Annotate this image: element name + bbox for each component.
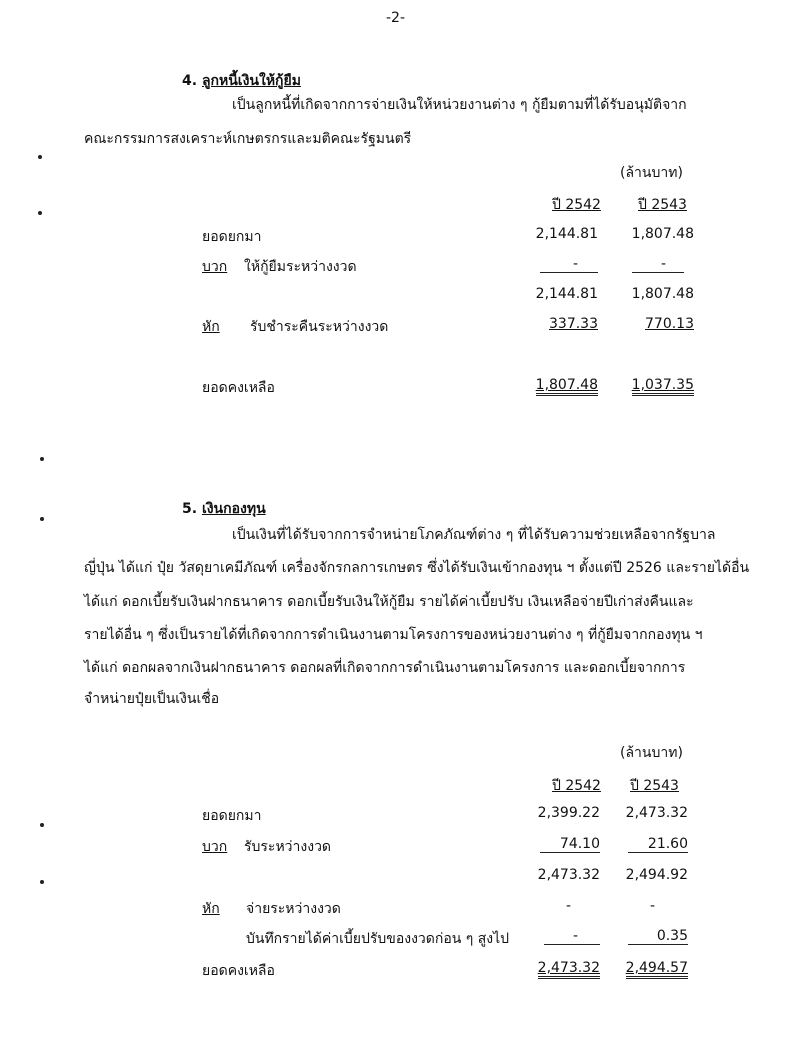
table-cell-2543: 0.35	[628, 928, 688, 945]
table-cell-2543: 1,807.48	[631, 286, 694, 302]
section5-unit: (ล้านบาท)	[620, 745, 683, 761]
table-cell-2543: 1,037.35	[596, 377, 694, 393]
table-row-label: จ่ายระหว่างงวด	[246, 901, 341, 917]
scan-dot	[38, 211, 42, 215]
table-cell-2542: 2,144.81	[535, 286, 598, 302]
table-cell-2543: -	[650, 898, 656, 914]
table-cell-2543: 2,494.57	[590, 960, 688, 976]
section5-number: 5.	[182, 501, 198, 517]
table-row-label: ยอดคงเหลือ	[202, 963, 275, 979]
table-row-label: บันทึกรายได้ค่าเบี้ยปรับของงวดก่อน ๆ สูงไป	[246, 931, 510, 947]
table-row-prefix: บวก	[202, 259, 228, 275]
table-row-label: ยอดคงเหลือ	[202, 380, 275, 396]
section5-paragraph-line: เป็นเงินที่ได้รับจากการจำหน่ายโภคภัณฑ์ต่าง ๆ ที่ได้รับความช่วยเหลือจากรัฐบาล	[232, 527, 716, 543]
section4-paragraph-line1: เป็นลูกหนี้ที่เกิดจากการจ่ายเงินให้หน่วยงานต่าง ๆ กู้ยืมตามที่ได้รับอนุมัติจาก	[232, 97, 687, 113]
table-cell-2543: 770.13	[645, 316, 694, 332]
table-row-label: รับชำระคืนระหว่างงวด	[250, 319, 389, 335]
section4-heading	[182, 70, 301, 92]
scan-dot	[40, 517, 44, 521]
table-row-prefix: หัก	[202, 319, 220, 335]
scan-dot	[40, 880, 44, 884]
table-cell-2542: -	[544, 928, 600, 945]
table-cell-2543: -	[632, 256, 684, 273]
table-cell-2542: -	[540, 256, 598, 273]
table-cell-2543: 1,807.48	[631, 226, 694, 242]
section4-col1-header: ปี 2542	[552, 197, 601, 213]
page-number: -2-	[386, 10, 406, 26]
section4-col2-header: ปี 2543	[638, 197, 687, 213]
section4-unit: (ล้านบาท)	[620, 165, 683, 181]
section5-col1-header: ปี 2542	[552, 778, 601, 794]
section4-number: 4.	[182, 73, 198, 89]
table-row-prefix: หัก	[202, 901, 220, 917]
section5-paragraph-line: ได้แก่ ดอกผลจากเงินฝากธนาคาร ดอกผลที่เกิดจากการดำเนินงานตามโครงการ และดอกเบี้ยจากการ	[84, 660, 686, 676]
section4-paragraph-line2: คณะกรรมการสงเคราะห์เกษตรกรและมติคณะรัฐมนตรี	[84, 131, 412, 147]
table-cell-2542: -	[566, 898, 572, 914]
table-cell-2542: 2,144.81	[535, 226, 598, 242]
section5-heading	[182, 498, 266, 520]
scan-dot	[38, 155, 42, 159]
table-cell-2542: 2,473.32	[500, 960, 600, 976]
table-cell-2542: 74.10	[540, 836, 600, 853]
scan-dot	[40, 823, 44, 827]
table-row-label: ยอดยกมา	[202, 808, 262, 824]
section5-col2-header: ปี 2543	[630, 778, 679, 794]
section5-paragraph-line: รายได้อื่น ๆ ซึ่งเป็นรายได้ที่เกิดจากการดำเนินงานตามโครงการของหน่วยงานต่าง ๆ ที่กู้ยืมจากกองทุน ฯ	[84, 627, 703, 643]
section4-title: ลูกหนี้เงินให้กู้ยืม	[201, 73, 301, 89]
table-cell-2542: 2,473.32	[537, 867, 600, 883]
table-cell-2542: 2,399.22	[537, 805, 600, 821]
section5-title: เงินกองทุน	[201, 501, 266, 517]
section5-paragraph-line: จำหน่ายปุ๋ยเป็นเงินเชื่อ	[84, 691, 220, 707]
section5-paragraph-line: ญี่ปุ่น ได้แก่ ปุ๋ย วัสดุยาเคมีภัณฑ์ เครื่องจักรกลการเกษตร ซึ่งได้รับเงินเข้ากองทุน ฯ ตั้งแต่ปี 2526 และรายได้อื่น	[84, 560, 750, 576]
table-cell-2543: 2,473.32	[625, 805, 688, 821]
table-row-prefix: บวก	[202, 839, 228, 855]
scan-dot	[40, 457, 44, 461]
table-row-label: รับระหว่างงวด	[244, 839, 332, 855]
section5-paragraph-line: ได้แก่ ดอกเบี้ยรับเงินฝากธนาคาร ดอกเบี้ยรับเงินให้กู้ยืม รายได้ค่าเบี้ยปรับ เงินเหลือจ่ายปีเก่าส่งคืนและ	[84, 594, 694, 610]
table-cell-2543: 21.60	[628, 836, 688, 853]
table-row-label: ให้กู้ยืมระหว่างงวด	[244, 259, 357, 275]
table-row-label: ยอดยกมา	[202, 229, 262, 245]
table-cell-2542: 1,807.48	[500, 377, 598, 393]
table-cell-2543: 2,494.92	[625, 867, 688, 883]
table-cell-2542: 337.33	[549, 316, 598, 332]
